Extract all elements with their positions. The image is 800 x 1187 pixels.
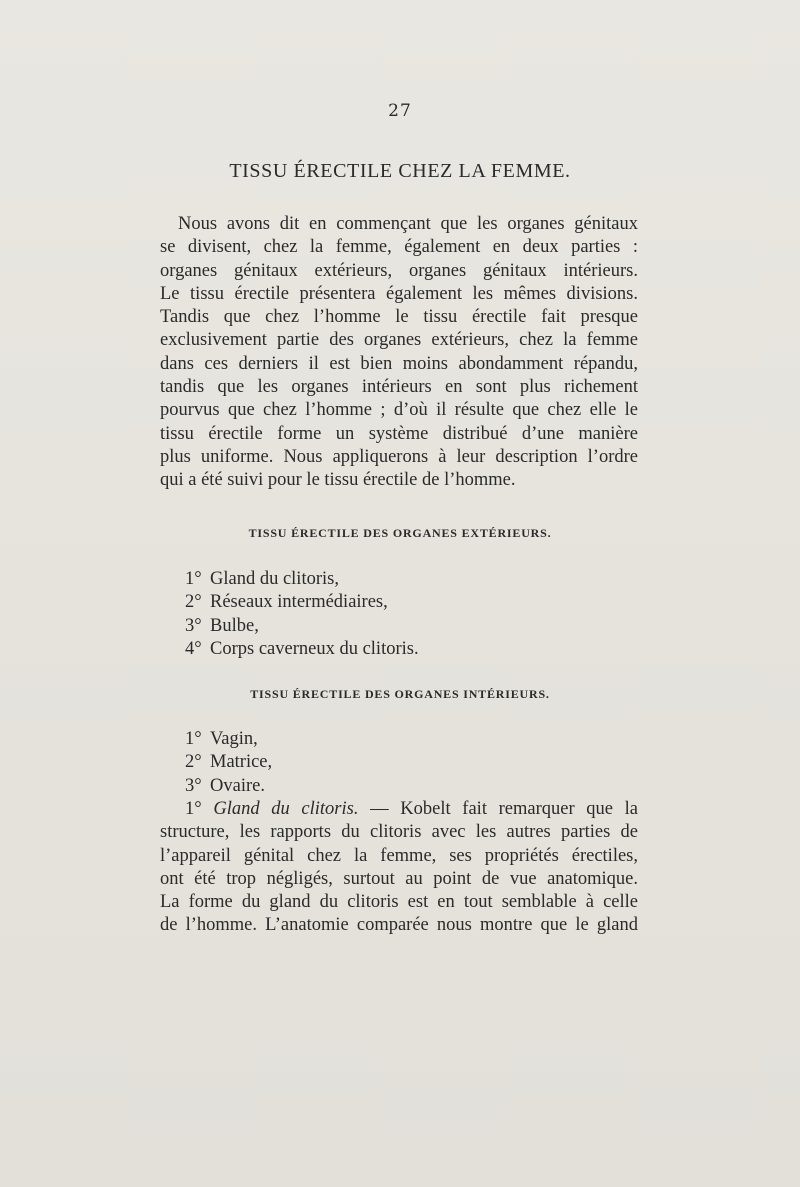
text-line: de l’homme. L’anatomie comparée nous montre que le gland (160, 915, 638, 936)
text-line: structure, les rapports du clitoris avec les autres parties de (160, 822, 638, 843)
list-item (185, 568, 585, 591)
list-text: Bulbe, (210, 615, 259, 636)
list-number: 4° (185, 638, 202, 659)
exterior-list (185, 568, 585, 661)
text-line: ont été trop négligés, surtout au point de vue anatomique. (160, 868, 638, 889)
list-number: 2° (185, 592, 202, 613)
gland-first-line: — Kobelt fait remarquer que la (370, 799, 639, 819)
chapter-title: TISSU ÉRECTILE CHEZ LA FEMME. (229, 160, 571, 182)
list-item (185, 728, 585, 751)
text-line: exclusivement partie des organes extérieurs, chez la femme (160, 330, 638, 351)
gland-number: 1° (185, 799, 202, 819)
list-item (185, 615, 585, 638)
gland-paragraph (160, 798, 638, 938)
text-line: se divisent, chez la femme, également en deux parties : (160, 237, 638, 258)
list-text: Réseaux intermédiaires, (210, 592, 388, 613)
text-line (160, 798, 638, 821)
list-number: 2° (185, 752, 202, 773)
list-text: Ovaire. (210, 775, 265, 796)
list-number: 3° (185, 775, 202, 796)
list-number: 1° (185, 569, 202, 589)
list-text: Matrice, (210, 752, 273, 773)
text-line: La forme du gland du clitoris est en tout semblable à celle (160, 892, 638, 913)
page-number: 27 (388, 101, 412, 121)
gland-heading: Gland du clitoris. (213, 799, 359, 819)
text-line: pourvus que chez l’homme ; d’où il résulte que chez elle le (160, 400, 638, 421)
text-line: organes génitaux extérieurs, organes génitaux intérieurs. (160, 260, 638, 281)
interior-list (185, 728, 585, 798)
text-line: plus uniforme. Nous appliquerons à leur description l’ordre (160, 446, 638, 467)
text-line: tissu érectile forme un système distribué d’une manière (160, 423, 638, 444)
text-line: dans ces derniers il est bien moins abondamment répandu, (160, 353, 638, 374)
list-text: Vagin, (210, 729, 258, 749)
list-item (185, 775, 585, 798)
text-line: l’appareil génital chez la femme, ses propriétés érectiles, (160, 845, 638, 866)
list-item (185, 638, 585, 661)
text-line: Tandis que chez l’homme le tissu érectile fait presque (160, 307, 638, 328)
section-heading-exterior: TISSU ÉRECTILE DES ORGANES EXTÉRIEURS. (248, 526, 552, 540)
list-text: Corps caverneux du clitoris. (210, 638, 419, 659)
list-item (185, 591, 585, 614)
text-line: qui a été suivi pour le tissu érectile de l’homme. (160, 470, 516, 491)
intro-paragraph (160, 213, 638, 493)
text-line: tandis que les organes intérieurs en sont plus richement (160, 377, 638, 398)
list-text: Gland du clitoris, (210, 569, 339, 589)
text-line: Nous avons dit en commençant que les organes génitaux (178, 214, 638, 234)
text-line: Le tissu érectile présentera également les mêmes divisions. (160, 283, 638, 304)
section-heading-interior: TISSU ÉRECTILE DES ORGANES INTÉRIEURS. (250, 687, 550, 701)
list-number: 1° (185, 729, 202, 749)
list-number: 3° (185, 615, 202, 636)
list-item (185, 751, 585, 774)
